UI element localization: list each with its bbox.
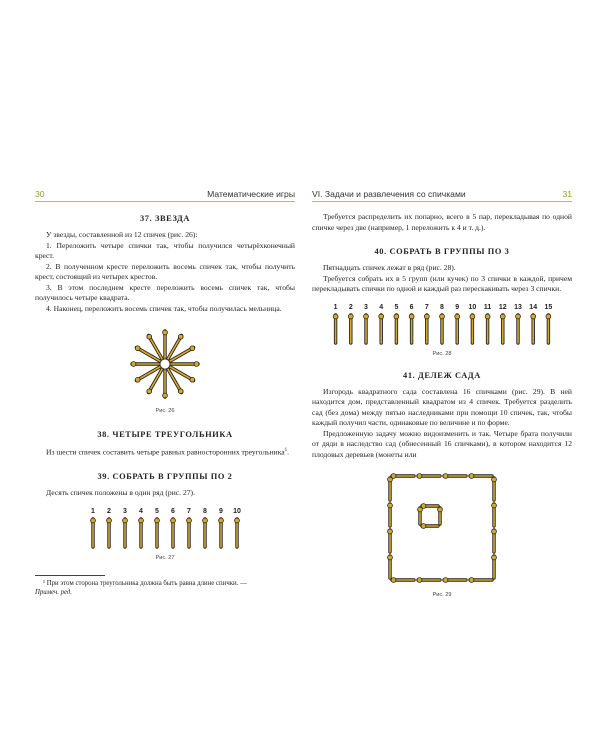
page-number: 30 <box>35 189 45 199</box>
match-number: 10 <box>233 507 241 515</box>
footnote-divider <box>35 575 105 576</box>
row-match <box>187 518 192 547</box>
period: . <box>287 447 290 457</box>
house-match <box>418 507 423 524</box>
row-match <box>333 314 338 343</box>
paragraph: 3. В этом последнем кресте переложить восемь спичек так, чтобы получилось четыре квадрата. <box>35 282 295 302</box>
match-number: 4 <box>379 303 384 311</box>
footnote-text: ¹ При этом сторона треугольника должна быть равна длине спички. — <box>43 579 247 587</box>
match-number: 11 <box>483 303 492 311</box>
row-match <box>348 314 353 343</box>
match-number: 4 <box>139 507 143 515</box>
match-number: 1 <box>91 507 95 515</box>
row-match <box>107 518 112 547</box>
paragraph: 1. Переложить четыре спички так, чтобы получился четырёхконечный крест. <box>35 240 295 260</box>
star-center <box>160 359 170 369</box>
star-match <box>131 362 160 367</box>
fence-match <box>492 477 497 500</box>
left-page-header <box>35 183 295 202</box>
section-40-title: 40. СОБРАТЬ В ГРУППЫ ПО 3 <box>374 247 510 256</box>
fence-match <box>391 578 414 583</box>
figure-caption: Рис. 29 <box>432 592 452 598</box>
match-number: 5 <box>394 303 399 311</box>
running-title: VI. Задачи и развлечения со спичками <box>312 189 466 199</box>
paragraph-text: Из шести спичек составить четыре равных равносторонних треугольника <box>46 447 285 457</box>
row-match <box>123 518 128 547</box>
fence-match <box>417 578 440 583</box>
paragraph: Десять спичек положены в один ряд (рис. 27). <box>46 488 195 498</box>
row-match <box>424 314 429 343</box>
footnote-mark: 1 <box>284 448 288 453</box>
figure-caption: Рис. 27 <box>155 554 175 561</box>
row-match <box>394 314 399 343</box>
section-38-title: 38. ЧЕТЫРЕ ТРЕУГОЛЬНИКА <box>97 430 233 439</box>
fence-match <box>469 578 492 583</box>
fence-match <box>388 503 393 526</box>
match-number: 7 <box>424 303 429 311</box>
row-match <box>440 314 445 343</box>
fence-match <box>388 529 393 552</box>
fence-match <box>417 474 440 479</box>
footnote <box>35 579 295 597</box>
fence-match <box>443 474 466 479</box>
match-number: 12 <box>498 303 507 311</box>
match-number: 1 <box>333 303 338 311</box>
paragraph: Пятнадцать спичек лежат в ряд (рис. 28). <box>323 263 456 272</box>
row-match <box>155 518 160 547</box>
match-number: 6 <box>171 507 175 515</box>
figure-caption: Рис. 28 <box>432 350 452 357</box>
fence-match <box>492 555 497 578</box>
fence-match <box>388 555 393 578</box>
match-number: 14 <box>529 303 538 311</box>
house-match <box>438 507 443 524</box>
row-match <box>139 518 144 547</box>
paragraph: Требуется собрать их в 5 групп (или кучек) по 3 спички в каждой, причем перекладывать спички по одной и каждый раз перескакивать через 3 спички. <box>312 273 572 293</box>
match-number: 13 <box>514 303 522 311</box>
paragraph: Требуется распределить их попарно, всего в 5 пар, перекладывая по одной спичке через две (например, 1 переложить к 4 и т. д.). <box>312 212 572 232</box>
row-match <box>364 314 369 343</box>
row-match <box>235 518 240 547</box>
figure-caption: Рис. 26 <box>155 408 175 414</box>
star-match <box>163 330 168 359</box>
row-match <box>379 314 384 343</box>
paragraph <box>35 446 295 458</box>
row-match <box>546 314 551 343</box>
row-match <box>455 314 460 343</box>
match-number: 5 <box>155 507 159 515</box>
match-number: 3 <box>364 303 368 311</box>
paragraph: 4. Наконец, переложить восемь спичек так, чтобы получилась мельница. <box>46 303 282 313</box>
section-37-title: 37. ЗВЕЗДА <box>140 214 190 223</box>
row-match <box>219 518 224 547</box>
row-match <box>171 518 176 547</box>
fence-match <box>388 477 393 500</box>
match-number: 8 <box>440 303 444 311</box>
fence-match <box>492 529 497 552</box>
running-title: Математические игры <box>207 189 295 199</box>
row-match <box>203 518 208 547</box>
match-number: 2 <box>107 507 111 515</box>
row-match <box>485 314 490 343</box>
fence-match <box>391 474 414 479</box>
row-match <box>409 314 414 343</box>
paragraph: Предложенную задачу можно видоизменить и так. Четыре брата получили от дяди в наследство сад (обнесенный 16 спичками), в котором находится 12 плодовых деревьев (монеты или <box>312 428 572 459</box>
page-number: 31 <box>562 189 572 199</box>
paragraph: Изгородь квадратного сада составлена 16 спичками (рис. 29). В ней находится дом, представленный квадратом из 4 спичек. Требуется разделить сад (без дома) между пятью наследниками при помощи 10 спичек, так, чтобы каждый получил части, одинаковые по величине и по форме. <box>312 386 572 427</box>
section-41-title: 41. ДЕЛЕЖ САДА <box>403 370 481 380</box>
house-match <box>421 524 438 529</box>
figure-26-star <box>125 324 205 404</box>
match-number: 9 <box>219 507 223 515</box>
fence-match <box>443 578 466 583</box>
star-match <box>170 362 199 367</box>
row-match <box>531 314 536 343</box>
row-match <box>516 314 521 343</box>
row-match <box>470 314 475 343</box>
match-number: 3 <box>123 507 127 515</box>
row-match <box>500 314 505 343</box>
figure-28-matches <box>327 301 557 347</box>
match-number: 6 <box>409 303 414 311</box>
match-number: 10 <box>468 303 477 311</box>
right-page-header <box>312 183 572 202</box>
right-page <box>312 183 572 598</box>
section-39-title: 39. СОБРАТЬ В ГРУППЫ ПО 2 <box>97 472 233 482</box>
figure-27-matches <box>80 505 250 551</box>
figure-29-garden <box>382 468 502 588</box>
house-match <box>421 504 438 509</box>
left-page <box>35 183 295 597</box>
match-number: 15 <box>544 303 553 311</box>
row-match <box>91 518 96 547</box>
paragraph: 2. В полученном кресте переложить восемь спичек так, чтобы получить крест, состоящий из четырех крестов. <box>35 261 295 281</box>
match-number: 2 <box>348 303 353 311</box>
match-number: 8 <box>203 507 207 515</box>
footnote-note: Примеч. ред. <box>35 588 72 596</box>
match-number: 9 <box>455 303 460 311</box>
match-number: 7 <box>187 507 191 515</box>
fence-match <box>492 503 497 526</box>
star-match <box>163 369 168 398</box>
paragraph: У звезды, составленной из 12 спичек (рис. 26): <box>46 230 198 239</box>
fence-match <box>469 474 492 479</box>
